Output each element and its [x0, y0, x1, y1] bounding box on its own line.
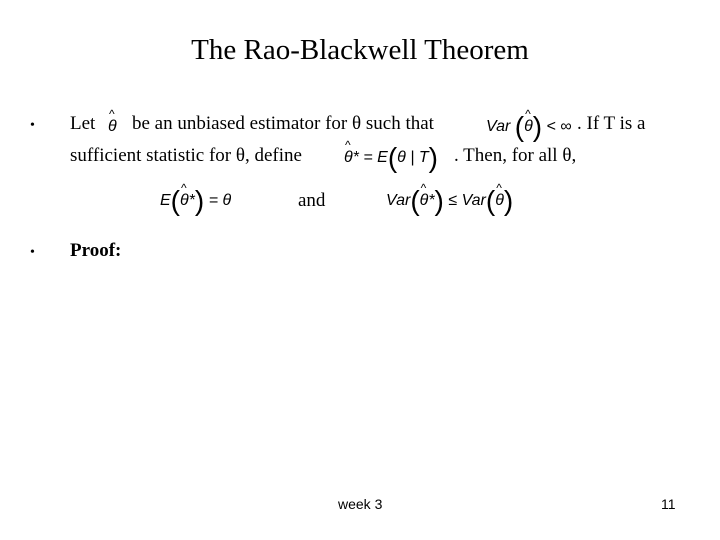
- ineq-var-1: Var: [386, 192, 411, 209]
- bullet-1-text-1: be an unbiased estimator for θ such that: [132, 113, 434, 134]
- formula-unbiased: E(^ θ*) = θ: [160, 185, 231, 217]
- bullet-1-text-2: . If T is a: [577, 113, 646, 134]
- ineq-arg-1: ^ θ*: [420, 192, 435, 210]
- ineq-arg-2: ^ θ: [495, 192, 504, 210]
- bullet-2-proof: [70, 240, 121, 262]
- proof-label: Proof:: [70, 240, 122, 261]
- bullet-1-text-3: sufficient statistic for θ, define: [70, 145, 302, 166]
- bullet-marker: •: [30, 245, 35, 260]
- unbiased-e: E: [160, 192, 171, 209]
- bullet-1-text-4: . Then, for all θ,: [454, 145, 577, 166]
- formula-variance-inequality: Var(^ θ*) ≤ Var(^ θ): [386, 185, 513, 217]
- define-lhs: ^ θ* =: [344, 149, 373, 167]
- finite-relation: < ∞: [546, 118, 572, 135]
- define-e: E: [377, 149, 388, 166]
- slide-title: The Rao-Blackwell Theorem: [191, 34, 529, 66]
- ineq-var-2: Var: [461, 192, 486, 209]
- formula-finite-variance: Var (^ θ) < ∞: [486, 111, 572, 143]
- formula-theta-hat: [108, 118, 117, 136]
- var-label: Var: [486, 118, 511, 135]
- unbiased-rhs: = θ: [208, 192, 232, 209]
- footer-page-number: 11: [661, 496, 676, 512]
- formula-define-theta-star: ^ θ* = E(θ | T): [344, 142, 438, 174]
- ineq-relation: ≤: [448, 192, 458, 209]
- unbiased-arg: ^ θ*: [180, 192, 195, 210]
- define-arg: θ | T: [397, 149, 429, 166]
- bullet-marker: •: [30, 118, 35, 133]
- theta-hat-symbol: ^ θ: [108, 118, 117, 136]
- bullet-1-and: and: [298, 190, 326, 211]
- footer-week: week 3: [338, 496, 383, 512]
- var-arg: ^ θ: [524, 118, 533, 136]
- bullet-1-let: Let: [70, 113, 96, 134]
